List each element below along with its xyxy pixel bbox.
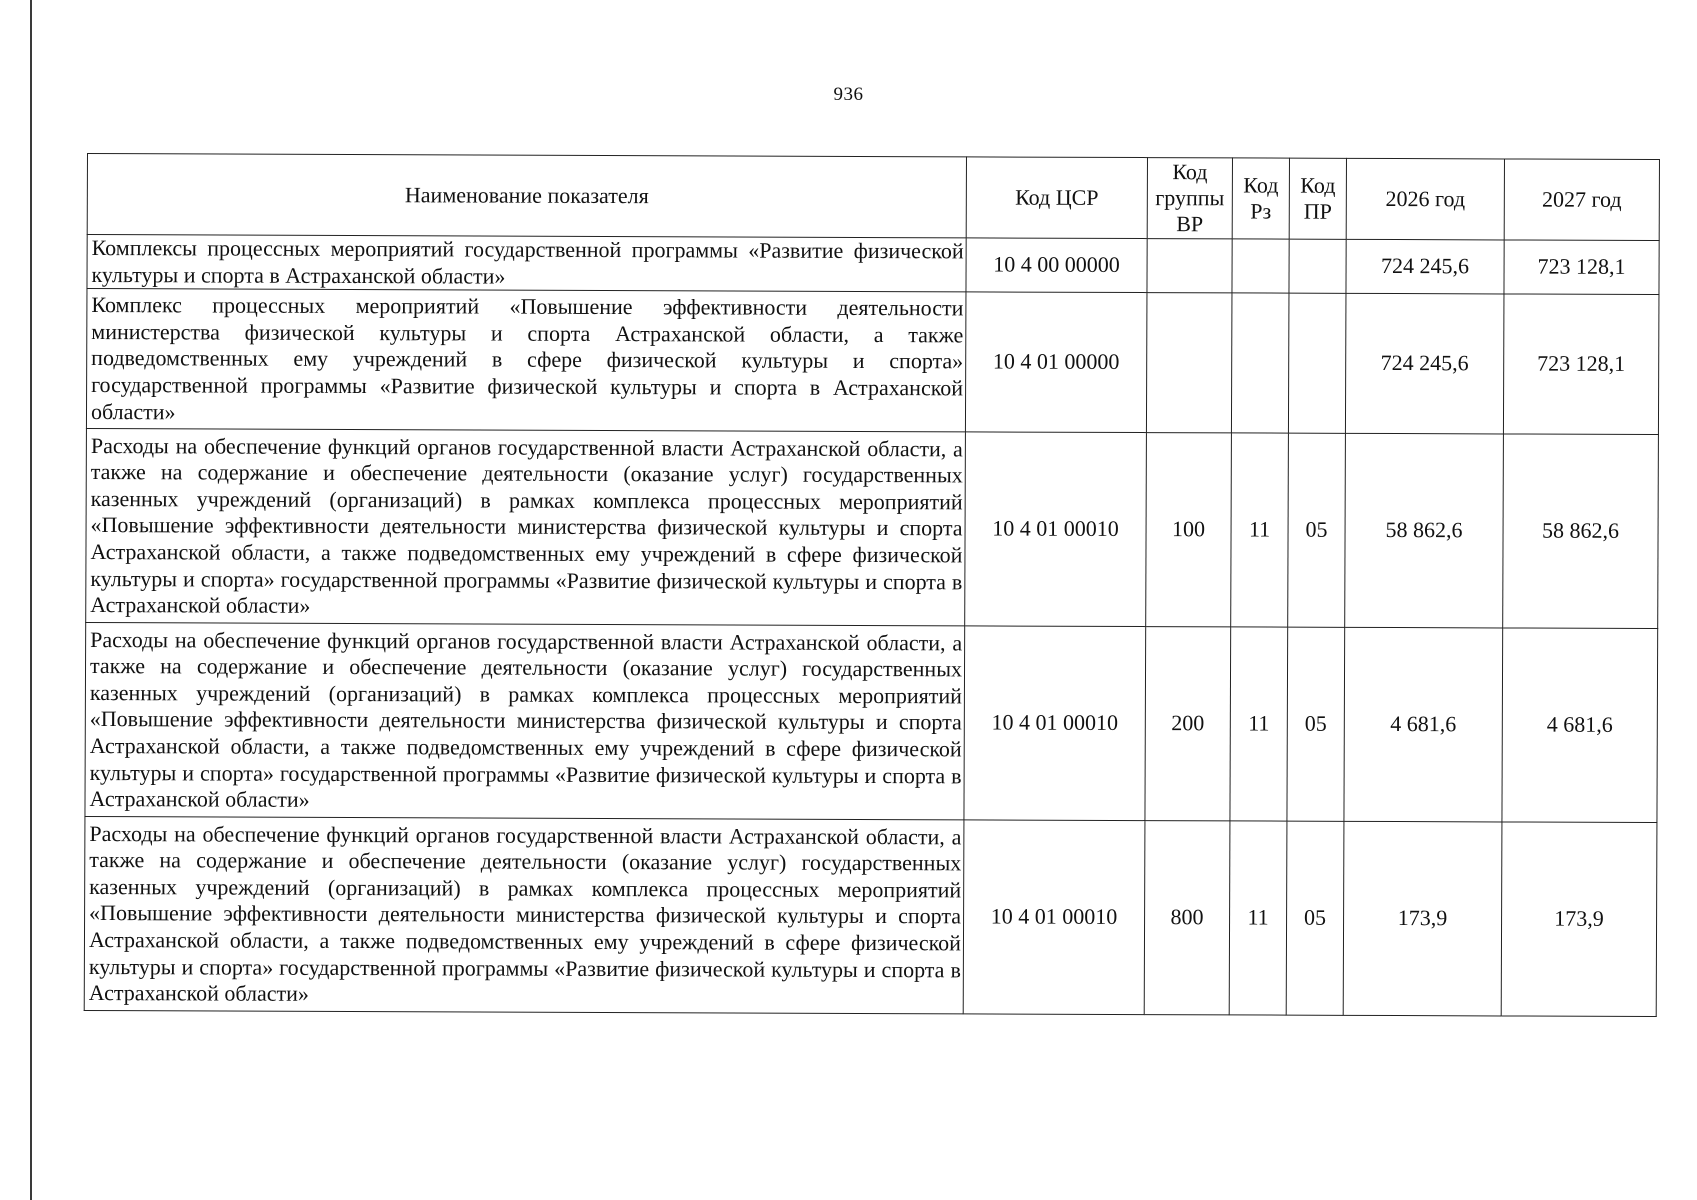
row-pr: 05 (1286, 821, 1344, 1015)
header-pr-line1: Код (1300, 172, 1336, 198)
table-row (86, 289, 1659, 435)
header-rz (1232, 158, 1289, 239)
header-csr: Код ЦСР (966, 157, 1147, 239)
row-2026: 724 245,6 (1346, 239, 1504, 294)
header-vr (1147, 158, 1232, 239)
row-name: Расходы на обеспечение функций органов государственной власти Астраханской области, а также на содержание и обеспечение деятельности (оказание услуг) государственных казенных учреждений (организаций) в рамках комплекса процессных мероприятий «Повышение эффективности деятельности министерства физической культуры и спорта Астраханской области, а также подведомственных ему учреждений в сфере физической культуры и спорта» государственной программы «Развитие физической культуры и спорта в Астраханской области» (85, 623, 965, 820)
row-rz: 11 (1231, 433, 1289, 627)
row-name: Расходы на обеспечение функций органов государственной власти Астраханской области, а также на содержание и обеспечение деятельности (оказание услуг) государственных казенных учреждений (организаций) в рамках комплекса процессных мероприятий «Повышение эффективности деятельности министерства физической культуры и спорта Астраханской области, а также подведомственных ему учреждений в сфере физической культуры и спорта» государственной программы «Развитие физической культуры и спорта в Астраханской области» (86, 429, 966, 626)
row-rz: 11 (1230, 627, 1288, 821)
row-csr: 10 4 00 00000 (966, 238, 1147, 293)
row-rz: 11 (1229, 821, 1287, 1015)
table-row (86, 429, 1659, 629)
row-vr: 200 (1145, 627, 1231, 821)
table-row (85, 623, 1658, 823)
row-vr (1146, 293, 1232, 433)
header-rz-line2: Рз (1250, 198, 1272, 224)
header-vr-line3: ВР (1176, 211, 1204, 237)
budget-table (84, 153, 1660, 1017)
row-csr: 10 4 01 00000 (965, 292, 1147, 433)
row-pr (1288, 293, 1346, 433)
row-2026: 4 681,6 (1344, 628, 1503, 823)
header-name: Наименование показателя (87, 154, 966, 238)
row-name: Расходы на обеспечение функций органов государственной власти Астраханской области, а также на содержание и обеспечение деятельности (оказание услуг) государственных казенных учреждений (организаций) в рамках комплекса процессных мероприятий «Повышение эффективности деятельности министерства физической культуры и спорта Астраханской области, а также подведомственных ему учреждений в сфере физической культуры и спорта» государственной программы «Развитие физической культуры и спорта в Астраханской области» (84, 817, 964, 1014)
row-2027: 58 862,6 (1503, 434, 1659, 629)
row-vr: 100 (1146, 433, 1232, 627)
header-rz-line1: Код (1243, 172, 1279, 198)
header-pr (1289, 158, 1346, 239)
header-2027: 2027 год (1504, 159, 1659, 241)
page-number: 936 (833, 84, 864, 105)
header-pr-line2: ПР (1303, 198, 1332, 224)
row-vr: 800 (1144, 821, 1230, 1015)
row-2026: 58 862,6 (1345, 434, 1504, 629)
row-2026: 173,9 (1343, 822, 1502, 1017)
row-name: Комплексы процессных мероприятий государственной программы «Развитие физической культуры и спорта в Астраханской области» (87, 235, 966, 293)
row-2027: 173,9 (1501, 822, 1657, 1017)
row-rz (1232, 239, 1289, 293)
row-csr: 10 4 01 00010 (964, 626, 1146, 821)
row-2026: 724 245,6 (1345, 294, 1504, 435)
row-rz (1231, 293, 1289, 433)
row-2027: 723 128,1 (1504, 240, 1659, 295)
row-pr (1289, 239, 1346, 293)
header-vr-line1: Код (1172, 159, 1208, 185)
binding-margin-line (30, 0, 32, 1200)
header-row (87, 154, 1659, 241)
row-csr: 10 4 01 00010 (963, 820, 1145, 1015)
table-header (87, 154, 1659, 241)
row-2027: 723 128,1 (1503, 294, 1659, 435)
table-row (87, 235, 1659, 295)
table-body (84, 235, 1659, 1017)
row-pr: 05 (1288, 433, 1346, 627)
row-pr: 05 (1287, 627, 1345, 821)
table-row (84, 817, 1657, 1017)
row-2027: 4 681,6 (1502, 628, 1658, 823)
row-name: Комплекс процессных мероприятий «Повышение эффективности деятельности министерства физической культуры и спорта Астраханской области, а также подведомственных ему учреждений в сфере физической культуры и спорта» государственной программы «Развитие физической культуры и спорта в Астраханской области» (86, 289, 966, 432)
row-csr: 10 4 01 00010 (965, 432, 1147, 627)
header-vr-line2: группы (1155, 185, 1225, 211)
header-2026: 2026 год (1346, 158, 1504, 240)
row-vr (1147, 239, 1232, 294)
